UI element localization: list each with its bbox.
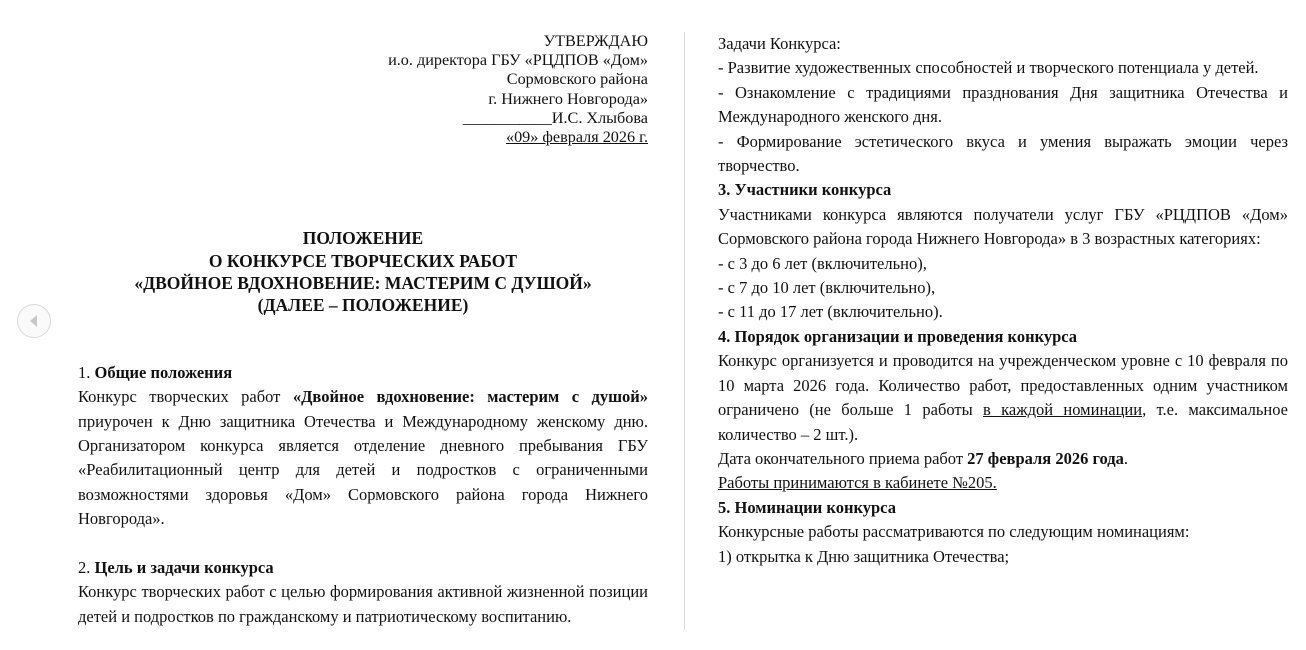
task-item: - Формирование эстетического вкуса и умения выражать эмоции через творчество. bbox=[718, 131, 1288, 176]
left-column bbox=[78, 32, 648, 629]
section-1-number: 1. bbox=[78, 362, 91, 382]
nomination-item: 1) открытка к Дню защитника Отечества; bbox=[718, 546, 1010, 566]
contest-name: «Двойное вдохновение: мастерим с душой» bbox=[292, 387, 649, 407]
approval-signature bbox=[78, 109, 648, 128]
title-line-3: «ДВОЙНОЕ ВДОХНОВЕНИЕ: МАСТЕРИМ С ДУШОЙ» bbox=[134, 273, 592, 294]
task-item: - Ознакомление с традициями празднования Дня защитника Отечества и Международного женского дня. bbox=[718, 82, 1288, 127]
right-column bbox=[718, 32, 1288, 569]
approval-block bbox=[78, 32, 648, 147]
task-item: - Развитие художественных способностей и творческого потенциала у детей. bbox=[718, 58, 1259, 78]
age-category: - с 7 до 10 лет (включительно), bbox=[718, 278, 936, 298]
section-1-intro: Конкурс творческих работ bbox=[78, 387, 281, 407]
title-line-4: (ДАЛЕЕ – ПОЛОЖЕНИЕ) bbox=[257, 295, 469, 316]
section-2-number: 2. bbox=[78, 557, 91, 577]
section-4-text-a: Конкурс организуется и проводится на учрежденческом уровне с 10 февраля по 10 марта 2026 года. Количество работ, предоставленных одним участником ограничено (не больше 1 работы bbox=[718, 351, 1288, 420]
approval-heading: УТВЕРЖДАЮ bbox=[543, 32, 648, 50]
column-divider bbox=[684, 32, 685, 630]
approval-district: Сормовского района bbox=[506, 70, 648, 89]
age-category: - с 3 до 6 лет (включительно), bbox=[718, 253, 927, 273]
document-title bbox=[78, 227, 648, 317]
approval-position: и.о. директора ГБУ «РЦДПОВ «Дом» bbox=[388, 51, 648, 70]
deadline-date: 27 февраля 2026 года bbox=[967, 448, 1124, 468]
signature-blank: ___________ bbox=[462, 108, 552, 127]
title-line-1: ПОЛОЖЕНИЕ bbox=[302, 228, 424, 249]
section-4-underlined: в каждой номинации bbox=[983, 400, 1143, 420]
tasks-heading: Задачи Конкурса: bbox=[718, 34, 841, 53]
signer-name: И.С. Хлыбова bbox=[551, 108, 648, 127]
room-line: Работы принимаются в кабинете №205. bbox=[718, 473, 997, 493]
deadline-text: Дата окончательного приема работ bbox=[718, 448, 964, 468]
section-3-heading: 3. Участники конкурса bbox=[718, 180, 892, 200]
age-category: - с 11 до 17 лет (включительно). bbox=[718, 302, 943, 322]
section-4-text-b: , т.е. максимальное количество – 2 шт.). bbox=[718, 400, 1288, 444]
section-4-body bbox=[718, 349, 1288, 447]
section-1-heading bbox=[78, 361, 648, 385]
section-1-text: приурочен к Дню защитника Отечества и Международному женскому дню. Организатором конкурса является отделение дневного пребывания ГБУ «Реабилитационный центр для детей и подростков с ограниченными возможностями здоровья «Дом» Сормовского района города Нижнего Новгорода». bbox=[78, 411, 648, 529]
deadline-line bbox=[718, 447, 1288, 471]
approval-date: «09» февраля 2026 г. bbox=[505, 128, 648, 147]
section-3-body: Участниками конкурса являются получатели услуг ГБУ «РЦДПОВ «Дом» Сормовского района города Нижнего Новгорода» в 3 возрастных категориях: bbox=[718, 204, 1288, 249]
title-line-2: О КОНКУРСЕ ТВОРЧЕСКИХ РАБОТ bbox=[208, 250, 518, 271]
deadline-end: . bbox=[1123, 448, 1129, 468]
section-1-title: Общие положения bbox=[94, 362, 233, 382]
section-2-body: Конкурс творческих работ с целью формирования активной жизненной позиции детей и подростков по гражданскому и патриотическому воспитанию. bbox=[78, 582, 648, 626]
section-5-heading: 5. Номинации конкурса bbox=[718, 497, 896, 517]
chevron-left-icon bbox=[26, 313, 42, 329]
section-4-heading: 4. Порядок организации и проведения конкурса bbox=[718, 326, 1078, 346]
section-2-title: Цель и задачи конкурса bbox=[94, 557, 274, 577]
approval-city: г. Нижнего Новгорода» bbox=[488, 89, 648, 108]
prev-page-button[interactable] bbox=[17, 304, 51, 338]
section-1-body bbox=[78, 385, 648, 531]
section-5-body: Конкурсные работы рассматриваются по следующим номинациям: bbox=[718, 522, 1190, 542]
section-2-heading bbox=[78, 556, 648, 580]
